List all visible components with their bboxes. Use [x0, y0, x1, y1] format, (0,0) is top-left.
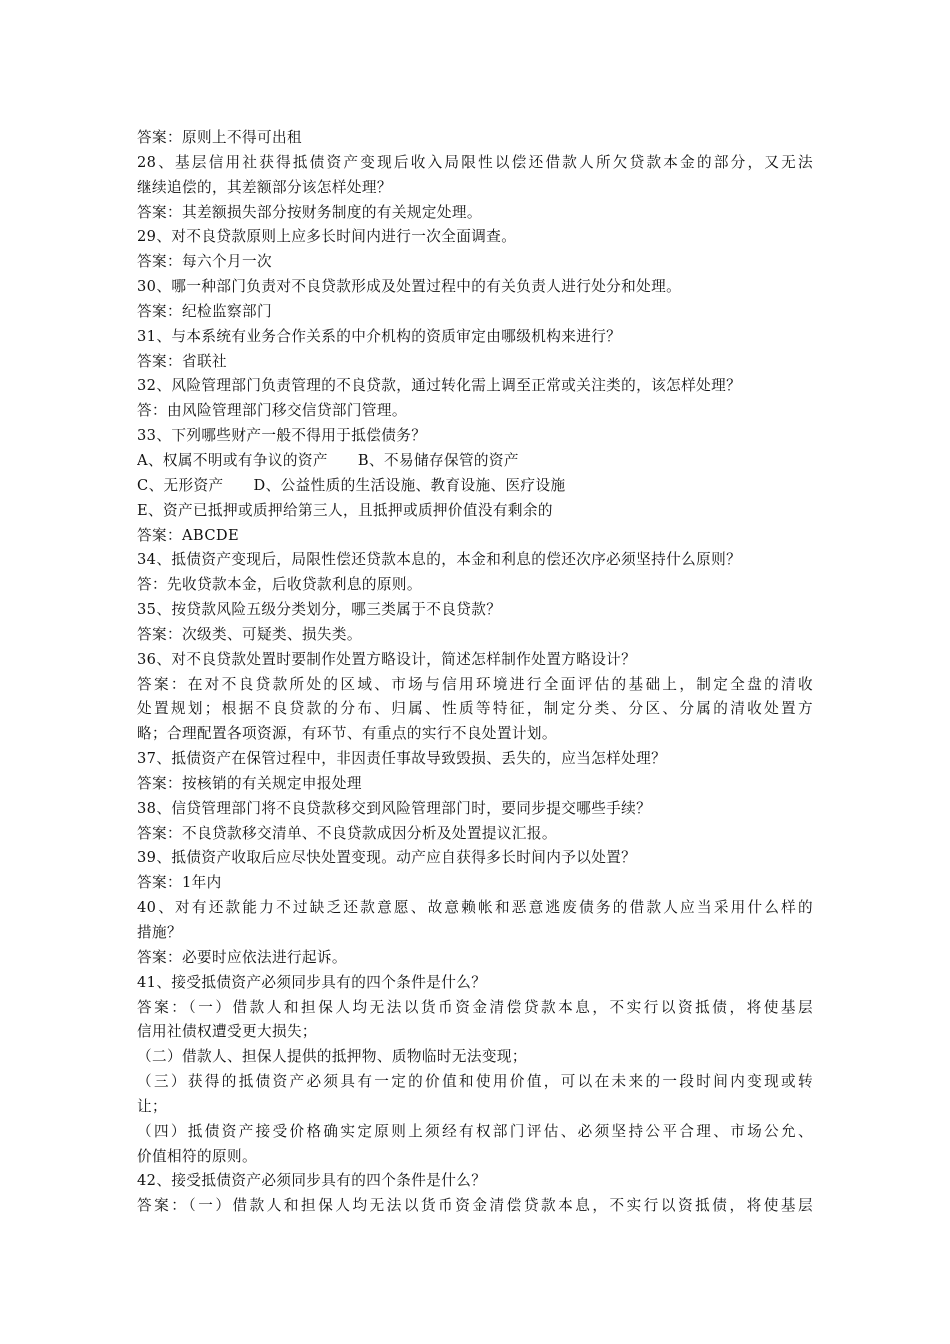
text-line: 答：由风险管理部门移交信贷部门管理。 [137, 402, 407, 420]
text-line: （三）获得的抵债资产必须具有一定的价值和使用价值，可以在未来的一段时间内变现或转 [137, 1073, 813, 1091]
text-line: 答案：原则上不得可出租 [137, 129, 302, 146]
text-line: （二）借款人、担保人提供的抵押物、质物临时无法变现； [137, 1048, 527, 1066]
text-line: 答案：其差额损失部分按财务制度的有关规定处理。 [137, 203, 482, 221]
text-line: 处置规划；根据不良贷款的分布、归属、性质等特征，制定分类、分区、分属的清收处置方 [137, 700, 813, 718]
text-line: 38、信贷管理部门将不良贷款移交到风险管理部门时，要同步提交哪些手续？ [137, 799, 652, 817]
text-line: 答案：必要时应依法进行起诉。 [137, 948, 347, 966]
text-line: 40、对有还款能力不过缺乏还款意愿、故意赖帐和恶意逃废债务的借款人应当采用什么样的 [137, 899, 813, 917]
text-line: 36、对不良贷款处置时要制作处置方略设计，简述怎样制作处置方略设计？ [137, 650, 637, 668]
text-line: 答案：按核销的有关规定申报处理 [137, 774, 362, 792]
text-line: 措施？ [137, 924, 182, 941]
text-line: 33、下列哪些财产一般不得用于抵偿债务？ [137, 427, 427, 445]
text-line: 41、接受抵债资产必须同步具有的四个条件是什么？ [137, 973, 487, 991]
text-line: 信用社债权遭受更大损失； [137, 1023, 317, 1041]
text-line: 答案：（一）借款人和担保人均无法以货币资金清偿贷款本息，不实行以资抵债，将使基层 [137, 998, 813, 1016]
text-line: 29、对不良贷款原则上应多长时间内进行一次全面调查。 [137, 228, 517, 246]
text-line: 继续追偿的，其差额部分该怎样处理？ [137, 178, 392, 196]
text-line: 32、风险管理部门负责管理的不良贷款，通过转化需上调至正常或关注类的，该怎样处理？ [137, 377, 742, 395]
text-line: C、无形资产 D、公益性质的生活设施、教育设施、医疗设施 [137, 476, 566, 494]
text-line: 28、基层信用社获得抵债资产变现后收入局限性以偿还借款人所欠贷款本金的部分，又无法 [137, 153, 813, 171]
text-line: 让； [137, 1097, 167, 1115]
text-line: 答案：1年内 [137, 874, 222, 892]
text-line: 答案：省联社 [137, 352, 227, 370]
text-line: 31、与本系统有业务合作关系的中介机构的资质审定由哪级机构来进行？ [137, 327, 622, 345]
text-line: E、资产已抵押或质押给第三人，且抵押或质押价值没有剩余的 [137, 501, 553, 519]
text-line: 答案：每六个月一次 [137, 253, 272, 271]
document-body [137, 126, 813, 1219]
text-line: 37、抵债资产在保管过程中，非因责任事故导致毁损、丢失的，应当怎样处理？ [137, 750, 667, 768]
text-line: 答案：在对不良贷款所处的区域、市场与信用环境进行全面评估的基础上，制定全盘的清收 [137, 675, 813, 693]
text-line: 答：先收贷款本金，后收贷款利息的原则。 [137, 576, 422, 594]
text-line: 35、按贷款风险五级分类划分，哪三类属于不良贷款？ [137, 601, 502, 619]
text-line: 答案：不良贷款移交清单、不良贷款成因分析及处置提议汇报。 [137, 824, 557, 842]
text-line: A、权属不明或有争议的资产 B、不易储存保管的资产 [137, 451, 519, 469]
text-line: 答案：ABCDE [137, 526, 240, 544]
text-line: 42、接受抵债资产必须同步具有的四个条件是什么？ [137, 1172, 487, 1190]
text-line: （四）抵债资产接受价格确实定原则上须经有权部门评估、必须坚持公平合理、市场公允、 [137, 1122, 813, 1140]
text-line: 答案：次级类、可疑类、损失类。 [137, 625, 362, 643]
text-line: 价值相符的原则。 [137, 1147, 257, 1165]
text-line: 30、哪一种部门负责对不良贷款形成及处置过程中的有关负责人进行处分和处理。 [137, 278, 682, 296]
text-line: 34、抵债资产变现后，局限性偿还贷款本息的，本金和利息的偿还次序必须坚持什么原则？ [137, 551, 742, 569]
text-line: 略；合理配置各项资源，有环节、有重点的实行不良处置计划。 [137, 725, 557, 743]
text-line: 答案：（一）借款人和担保人均无法以货币资金清偿贷款本息，不实行以资抵债，将使基层 [137, 1197, 813, 1215]
text-line: 39、抵债资产收取后应尽快处置变现。动产应自获得多长时间内予以处置？ [137, 849, 637, 867]
text-line: 答案：纪检监察部门 [137, 302, 272, 320]
